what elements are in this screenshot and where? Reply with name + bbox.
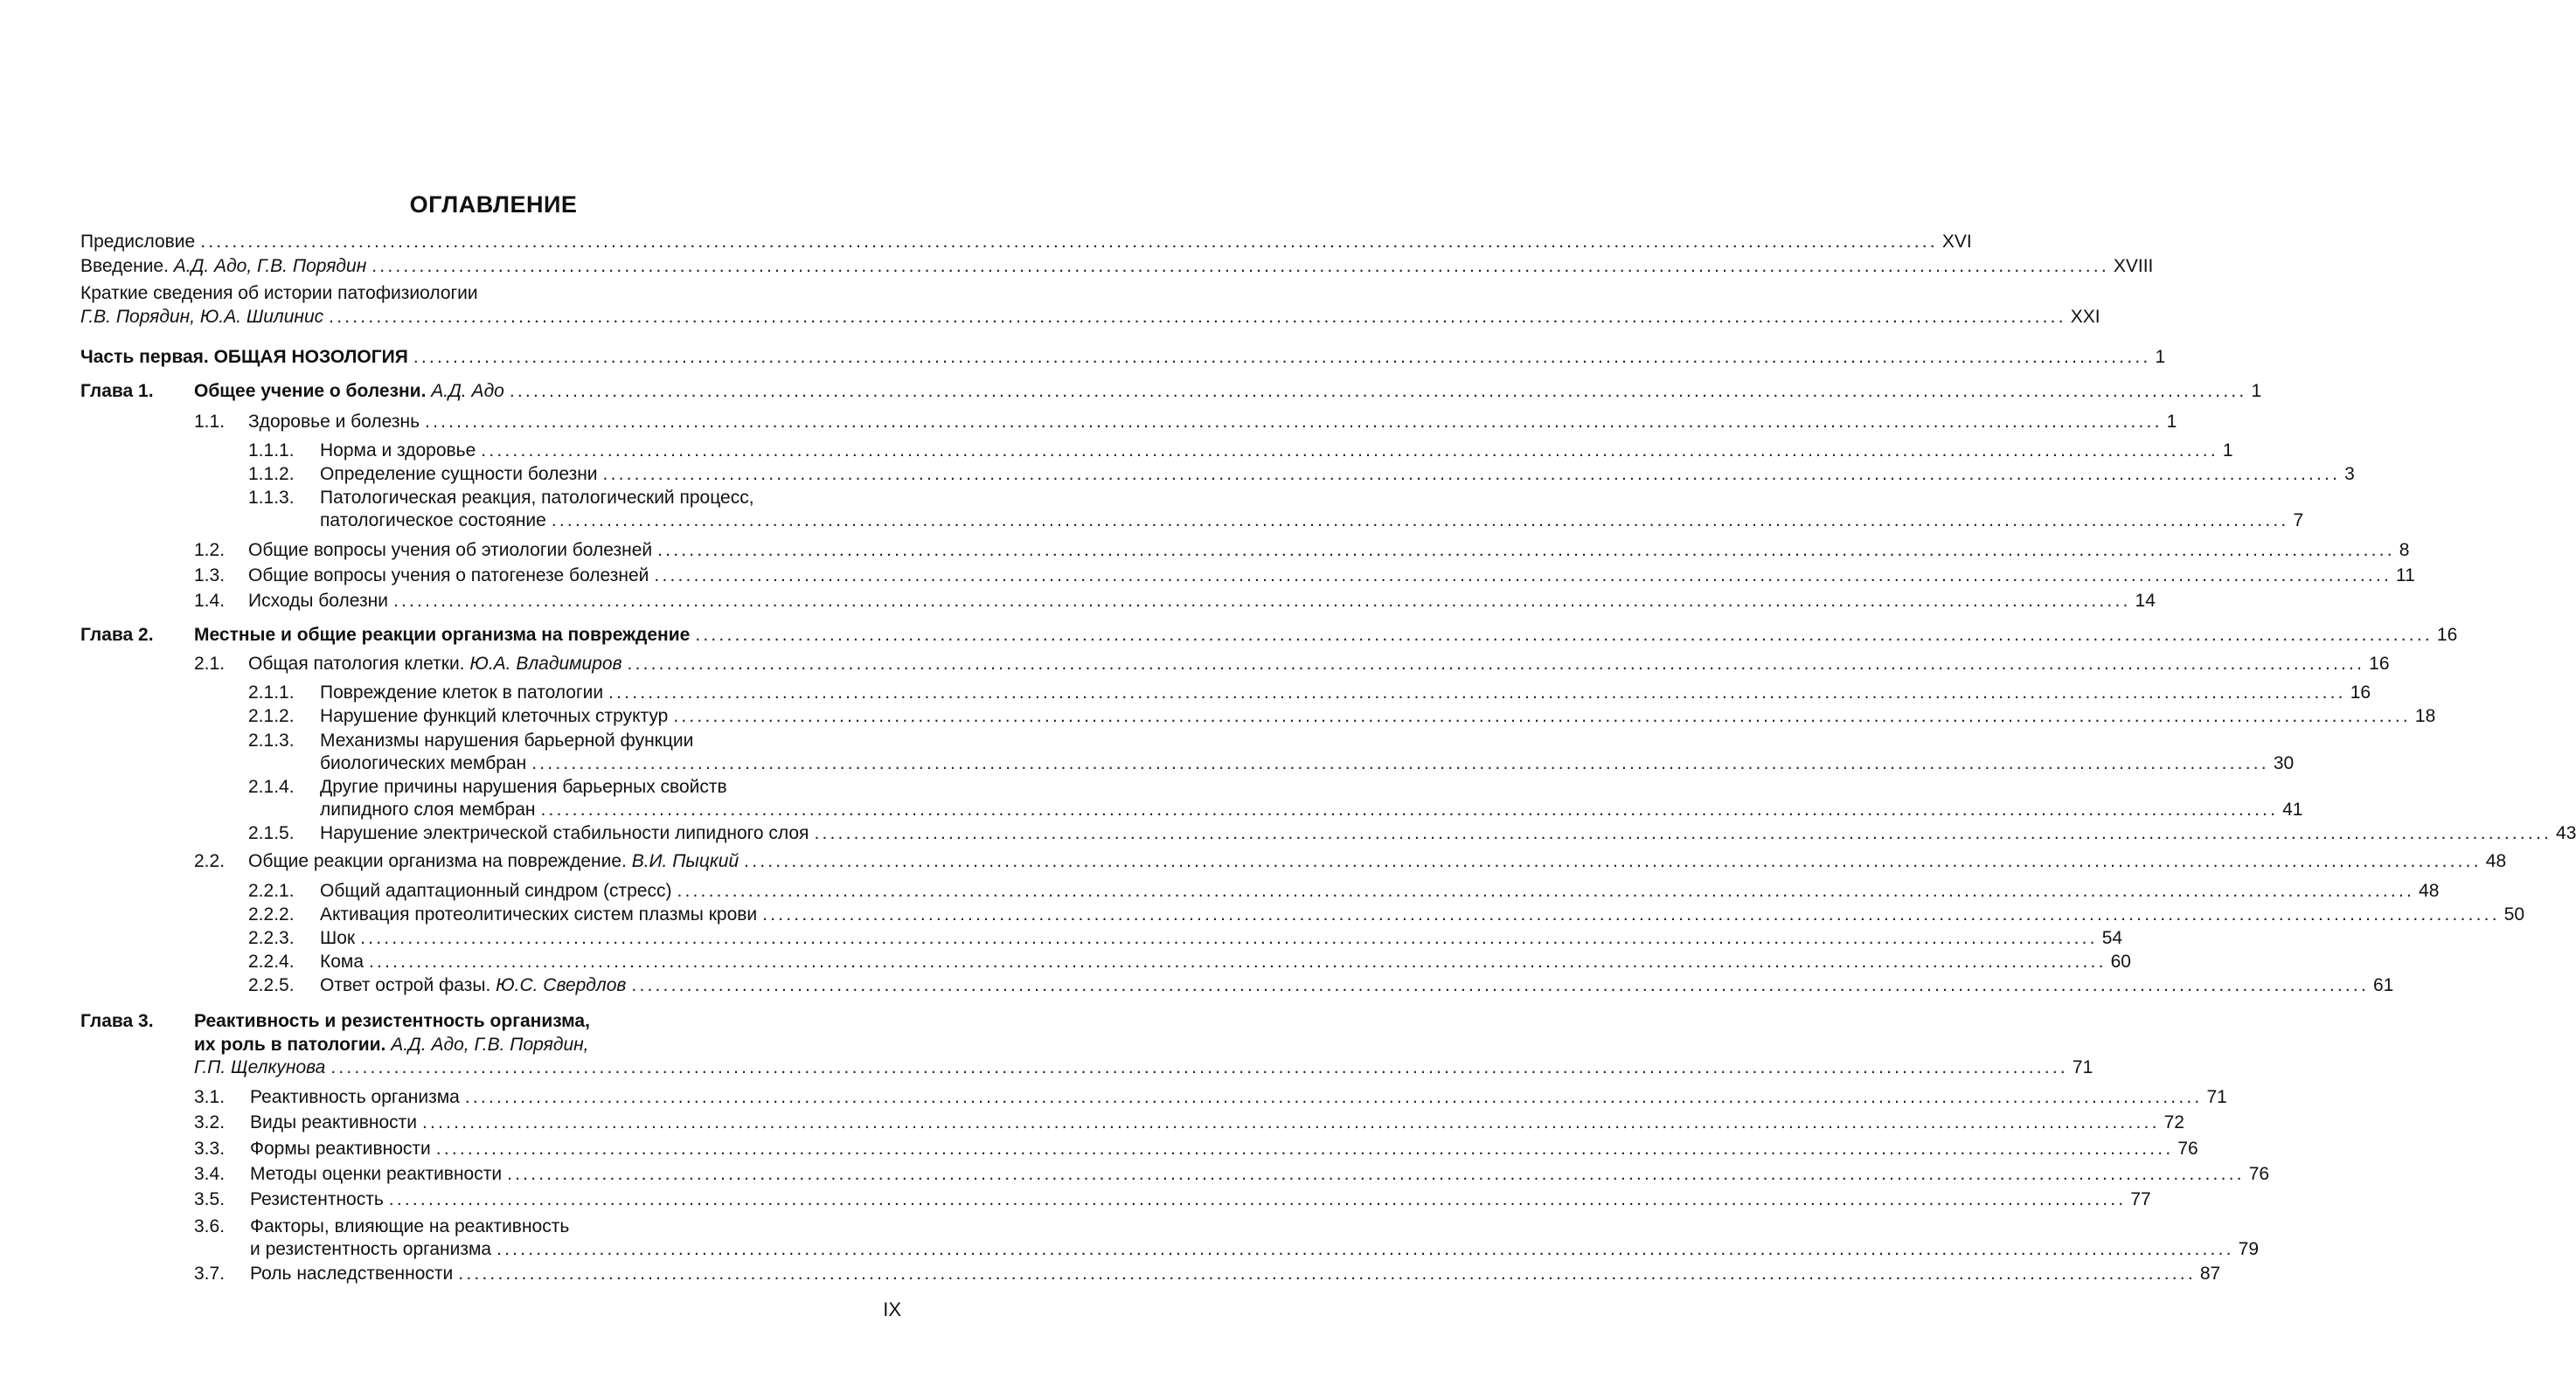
toc-entry: [0, 1162, 2270, 1186]
toc-entry-title-part: Введение.: [80, 256, 174, 276]
toc-entry-number: 3.4.: [194, 1164, 226, 1184]
dot-leader: ............................................................................................................................................................................................................................: [507, 1164, 2245, 1184]
dot-leader: ............................................................................................................................................................................................................................: [744, 851, 2482, 871]
toc-entry-title-part: Роль наследственности: [250, 1264, 454, 1284]
toc-entry-title-part: Патологическая реакция, патологический процесс,: [320, 488, 754, 508]
toc-entry-page: 43: [2556, 823, 2576, 843]
toc-entry: [0, 1188, 2151, 1211]
dot-leader: ............................................................................................................................................................................................................................: [602, 464, 2341, 484]
dot-leader: ............................................................................................................................................................................................................................: [677, 881, 2415, 901]
toc-entry-page: XVIII: [2113, 256, 2154, 276]
dot-leader: ............................................................................................................................................................................................................................: [369, 952, 2107, 972]
toc-entry: [0, 652, 2390, 675]
toc-entry-page: 71: [2206, 1087, 2227, 1107]
toc-entry-title: [250, 1215, 574, 1238]
dot-leader: ............................................................................................................................................................................................................................: [425, 412, 2163, 432]
dot-leader: ............................................................................................................................................................................................................................: [360, 928, 2098, 948]
toc-entry-page: XVI: [1941, 232, 1972, 252]
toc-entry-title-part: Формы реактивности: [250, 1139, 431, 1159]
toc-entry-page: 16: [2436, 625, 2458, 645]
toc-entry-title-part: Местные и общие реакции организма на повреждение: [194, 625, 691, 645]
toc-entry-page: XXI: [2070, 307, 2100, 327]
toc-entry-page: 50: [2503, 904, 2525, 925]
toc-entry-title-part: биологических мембран: [320, 753, 527, 773]
toc-entry-title-part: В.И. Пыцкий: [631, 851, 739, 871]
toc-entry-page: 71: [2072, 1057, 2093, 1077]
toc-entry-page: 14: [2135, 591, 2156, 611]
toc-entry-title-part: Шок: [320, 928, 356, 948]
toc-entry-title-part: Общий адаптационный синдром (стресс): [320, 881, 672, 901]
toc-entry-page: 77: [2130, 1189, 2151, 1209]
toc-entry: [0, 564, 2415, 587]
toc-entry-title-part: Определение сущности болезни: [320, 464, 598, 484]
dot-leader: ............................................................................................................................................................................................................................: [540, 800, 2279, 820]
toc-entry-number: 3.5.: [194, 1189, 226, 1209]
toc-entry-title-part: Активация протеолитических систем плазмы крови: [320, 904, 758, 925]
toc-entry-title-part: Ответ острой фазы.: [320, 975, 496, 995]
toc-entry-title-part: Общие реакции организма на повреждение.: [248, 851, 632, 871]
toc-entry: [0, 1137, 2198, 1160]
toc-entry-number: Глава 2.: [80, 625, 154, 645]
dot-leader: ............................................................................................................................................................................................................................: [422, 1112, 2160, 1132]
toc-entry-number: 2.1.1.: [248, 682, 295, 703]
toc-entry-title: [80, 345, 413, 369]
toc-entry-title-part: Повреждение клеток в патологии: [320, 682, 604, 703]
toc-entry: [0, 1056, 2093, 1079]
toc-entry-page: 18: [2414, 706, 2436, 726]
dot-leader: ............................................................................................................................................................................................................................: [551, 510, 2289, 530]
dot-leader: ............................................................................................................................................................................................................................: [200, 232, 1938, 252]
toc-entry-title-part: Виды реактивности: [250, 1112, 418, 1132]
toc-entry-page: 41: [2282, 800, 2303, 820]
toc-entry-title: [320, 509, 552, 532]
toc-entry-page: 48: [2485, 851, 2507, 871]
toc-entry: [0, 704, 2436, 728]
toc-entry-title: [250, 1237, 496, 1261]
toc-entry-title-part: А.Д. Адо, Г.В. Порядин: [173, 256, 367, 276]
toc-entry-title: [194, 1033, 594, 1056]
dot-leader: ............................................................................................................................................................................................................................: [371, 256, 2109, 276]
dot-leader: ............................................................................................................................................................................................................................: [608, 682, 2346, 703]
toc-entry: [0, 486, 903, 509]
toc-entry-title: [250, 1162, 507, 1186]
toc-entry-title: [80, 281, 483, 305]
dot-leader: ............................................................................................................................................................................................................................: [464, 1087, 2203, 1107]
toc-entry-page: 30: [2273, 753, 2295, 773]
toc-entry-title: [320, 439, 481, 462]
toc-entry-title-part: Реактивность организма: [250, 1087, 460, 1107]
toc-entry-title-part: Общая патология клетки.: [248, 654, 470, 674]
toc-entry-title-part: Кома: [320, 952, 365, 972]
dot-leader: ............................................................................................................................................................................................................................: [509, 381, 2247, 401]
dot-leader: ............................................................................................................................................................................................................................: [458, 1264, 2196, 1284]
toc-entry: [0, 1237, 2260, 1261]
toc-entry-title: [248, 564, 654, 587]
toc-entry: [0, 950, 2131, 973]
toc-entry-number: 3.6.: [194, 1216, 226, 1236]
toc-entry-title: [320, 729, 698, 752]
toc-entry-title: [248, 538, 657, 562]
toc-entry: [0, 926, 2123, 950]
toc-entry-number: 2.2.3.: [248, 928, 295, 948]
toc-entry: [0, 589, 2156, 613]
toc-entry-page: 11: [2396, 565, 2415, 585]
toc-entry-number: 2.2.4.: [248, 952, 295, 972]
toc-entry-title: [320, 950, 369, 973]
page-number: IX: [883, 1299, 901, 1320]
dot-leader: ............................................................................................................................................................................................................................: [631, 975, 2369, 995]
dot-leader: ............................................................................................................................................................................................................................: [388, 1189, 2127, 1209]
toc-entry-title-part: Другие причины нарушения барьерных свойств: [320, 777, 727, 797]
toc-entry-title: [320, 681, 608, 704]
toc-entry-title: [320, 798, 541, 821]
toc-entry-title-part: патологическое состояние: [320, 510, 546, 530]
toc-entry-title-part: их роль в патологии.: [194, 1035, 392, 1055]
toc-entry-title-part: Ю.А. Владимиров: [469, 654, 622, 674]
toc-entry-title: [320, 751, 531, 775]
toc-entry-title-part: Реактивность и резистентность организма,: [194, 1011, 590, 1031]
dot-leader: ............................................................................................................................................................................................................................: [435, 1139, 2174, 1159]
toc-entry-page: 7: [2293, 510, 2304, 530]
dot-leader: ............................................................................................................................................................................................................................: [814, 823, 2552, 843]
toc-entry-number: 2.1.: [194, 654, 226, 674]
toc-entry: [0, 1262, 2221, 1285]
toc-entry: [0, 1085, 2227, 1109]
toc-entry-number: 3.3.: [194, 1139, 226, 1159]
toc-entry-number: 2.1.5.: [248, 823, 295, 843]
toc-entry-title-part: Предисловие: [80, 232, 196, 252]
toc-entry: [0, 751, 2295, 775]
toc-entry-number: 1.1.1.: [248, 440, 295, 461]
toc-entry-page: 1: [2251, 381, 2262, 401]
toc-entry-page: 76: [2248, 1164, 2270, 1184]
toc-entry-title: [248, 589, 393, 613]
toc-entry-title: [250, 1085, 465, 1109]
toc-entry: [0, 973, 2394, 997]
toc-entry-title: [250, 1188, 389, 1211]
toc-entry-number: 1.1.: [194, 412, 226, 432]
toc-entry-title-part: Исходы болезни: [248, 591, 388, 611]
toc-entry: [0, 439, 2233, 462]
toc-entry-title: [80, 305, 329, 329]
toc-entry-title-part: А.Д. Адо, Г.В. Порядин,: [391, 1035, 589, 1055]
toc-entry-number: 2.1.4.: [248, 777, 295, 797]
dot-leader: ............................................................................................................................................................................................................................: [329, 307, 2066, 327]
toc-entry: [0, 821, 2576, 845]
toc-entry-title-part: Резистентность: [250, 1189, 384, 1209]
toc-entry-page: 87: [2199, 1264, 2221, 1284]
toc-entry: [0, 410, 2177, 433]
toc-entry: [0, 798, 2303, 821]
toc-entry-title-part: Механизмы нарушения барьерной функции: [320, 731, 694, 751]
toc-entry-page: 1: [2166, 412, 2177, 432]
toc-entry-title-part: и резистентность организма: [250, 1239, 492, 1259]
dot-leader: ............................................................................................................................................................................................................................: [330, 1057, 2068, 1077]
dot-leader: ............................................................................................................................................................................................................................: [496, 1239, 2234, 1259]
toc-entry: [0, 1215, 903, 1238]
toc-entry-number: 2.1.2.: [248, 706, 295, 726]
toc-entry-title-part: Здоровье и болезнь: [248, 412, 420, 432]
toc-entry: [0, 775, 903, 799]
toc-entry-number: 2.1.3.: [248, 731, 295, 751]
toc-entry-page: 76: [2177, 1139, 2198, 1159]
toc-entry-title-part: Краткие сведения об истории патофизиологии: [80, 283, 478, 303]
toc-entry-page: 3: [2344, 464, 2355, 484]
toc-entry-page: 54: [2101, 928, 2123, 948]
dot-leader: ............................................................................................................................................................................................................................: [654, 565, 2392, 585]
toc-entry-number: 2.2.1.: [248, 881, 295, 901]
toc-entry-title-part: Общие вопросы учения об этиологии болезней: [248, 540, 653, 560]
toc-entry: [0, 254, 2154, 278]
toc-entry-number: Глава 3.: [80, 1011, 154, 1031]
toc-entry-number: 3.1.: [194, 1087, 226, 1107]
toc-entry-title-part: Г.В. Порядин, Ю.А. Шилинис: [80, 307, 324, 327]
toc-entry-title: [320, 973, 631, 997]
toc-entry-page: 79: [2238, 1239, 2260, 1259]
toc-entry-title-part: Норма и здоровье: [320, 440, 476, 461]
dot-leader: ............................................................................................................................................................................................................................: [413, 347, 2151, 367]
toc-entry-number: 2.2.2.: [248, 904, 295, 925]
toc-entry-title-part: А.Д. Адо: [431, 381, 504, 401]
toc-entry-number: 1.1.2.: [248, 464, 295, 484]
toc-entry: [0, 345, 2166, 369]
dot-leader: ............................................................................................................................................................................................................................: [481, 440, 2218, 461]
toc-entry-title: [320, 903, 762, 926]
toc-entry-title-part: Факторы, влияющие на реактивность: [250, 1216, 570, 1236]
toc-entry-title: [320, 704, 673, 728]
toc-entry-title: [80, 254, 371, 278]
toc-entry-number: Глава 1.: [80, 381, 154, 401]
toc-entry-title-part: Г.П. Щелкунова: [194, 1057, 326, 1077]
toc-entry: [0, 729, 903, 752]
toc-entry: [0, 1009, 903, 1033]
toc-entry-page: 61: [2373, 975, 2394, 995]
toc-entry-title-part: Общее учение о болезни.: [194, 381, 432, 401]
dot-leader: ............................................................................................................................................................................................................................: [531, 753, 2269, 773]
toc-entry-title: [320, 926, 360, 950]
toc-entry-title: [194, 1056, 330, 1079]
toc-entry-title: [320, 486, 760, 509]
toc-entry-title: [194, 623, 695, 647]
toc-entry-title: [80, 230, 200, 253]
toc-entry-title-part: Нарушение функций клеточных структур: [320, 706, 669, 726]
toc-entry-number: 3.7.: [194, 1264, 226, 1284]
toc-entry-title: [250, 1111, 422, 1134]
toc-entry-title: [248, 652, 628, 675]
toc-entry-page: 48: [2419, 881, 2440, 901]
dot-leader: ............................................................................................................................................................................................................................: [657, 540, 2395, 560]
toc-entry-title-part: Ю.С. Свердлов: [496, 975, 627, 995]
toc-entry-page: 60: [2110, 952, 2131, 972]
toc-entry-page: 1: [2222, 440, 2233, 461]
toc-entry-title: [250, 1262, 458, 1285]
dot-leader: ............................................................................................................................................................................................................................: [762, 904, 2500, 925]
toc-entry: [0, 538, 2410, 562]
toc-entry-number: 1.1.3.: [248, 488, 295, 508]
toc-entry-number: 3.2.: [194, 1112, 226, 1132]
toc-entry-title-part: липидного слоя мембран: [320, 800, 536, 820]
toc-entry: [0, 903, 2525, 926]
toc-entry-page: 16: [2369, 654, 2390, 674]
dot-leader: ............................................................................................................................................................................................................................: [673, 706, 2411, 726]
toc-entry-page: 72: [2163, 1112, 2184, 1132]
toc-entry-number: 1.4.: [194, 591, 226, 611]
toc-entry-number: 2.2.: [194, 851, 226, 871]
toc-entry-title: [248, 849, 744, 873]
toc-entry-title: [320, 821, 814, 845]
toc-entry-page: 16: [2350, 682, 2371, 703]
toc-entry-title: [194, 379, 510, 403]
dot-leader: ............................................................................................................................................................................................................................: [392, 591, 2131, 611]
toc-entry: [0, 681, 2371, 704]
dot-leader: ............................................................................................................................................................................................................................: [695, 625, 2433, 645]
toc-entry-title-part: Методы оценки реактивности: [250, 1164, 503, 1184]
toc-entry-page: 8: [2399, 540, 2410, 560]
toc-entry: [0, 1111, 2184, 1134]
toc-entry: [0, 462, 2355, 486]
toc-entry-title: [248, 410, 425, 433]
toc-entry-title: [320, 879, 677, 903]
page-title: ОГЛАВЛЕНИЕ: [409, 191, 578, 218]
toc-entry-number: 1.2.: [194, 540, 226, 560]
toc-entry: [0, 1033, 903, 1056]
toc-entry-title-part: Часть первая. ОБЩАЯ НОЗОЛОГИЯ: [80, 347, 408, 367]
toc-entry-number: 1.3.: [194, 565, 226, 585]
toc-entry: [0, 281, 903, 305]
toc-entry: [0, 879, 2440, 903]
toc-entry-page: 1: [2155, 347, 2166, 367]
toc-entry-title-part: Нарушение электрической стабильности липидного слоя: [320, 823, 809, 843]
toc-entry: [0, 230, 1972, 253]
toc-entry: [0, 305, 2100, 329]
toc-entry-title: [250, 1137, 436, 1160]
dot-leader: ............................................................................................................................................................................................................................: [627, 654, 2365, 674]
toc-entry: [0, 379, 2262, 403]
toc-entry: [0, 849, 2507, 873]
toc-entry: [0, 623, 2458, 647]
toc-entry-title: [320, 775, 733, 799]
toc-entry-number: 2.2.5.: [248, 975, 295, 995]
toc-entry: [0, 509, 2304, 532]
toc-entry-title-part: Общие вопросы учения о патогенезе болезней: [248, 565, 649, 585]
toc-entry-title: [320, 462, 603, 486]
toc-entry-title: [194, 1009, 595, 1033]
